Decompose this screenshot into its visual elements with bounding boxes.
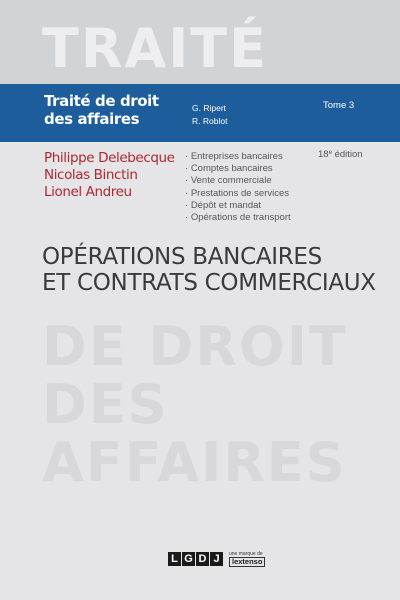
topic-item: · Opérations de transport — [185, 212, 291, 224]
brand-tagline: une marque de — [229, 551, 263, 557]
topic-item: · Prestations de services — [185, 188, 291, 200]
author-name: Philippe Delebecque — [44, 150, 175, 166]
topic-item: · Comptes bancaires — [185, 163, 291, 175]
watermark-de-droit-des-affaires — [42, 315, 348, 494]
publisher-logo — [168, 551, 265, 567]
book-title-line: OPÉRATIONS BANCAIRES — [42, 244, 322, 270]
edition-number: 18 — [318, 149, 329, 160]
brand-name: lextenso — [229, 557, 265, 567]
series-title: Traité de droit des affaires — [44, 92, 159, 128]
edition-suffix: e — [328, 150, 332, 156]
topic-item: · Dépôt et mandat — [185, 200, 291, 212]
topics-list — [185, 151, 291, 224]
book-title-line: ET CONTRATS COMMERCIAUX — [42, 270, 376, 296]
lgdj-logo-letter: L — [168, 552, 181, 566]
edition-label — [318, 149, 363, 160]
top-band — [0, 0, 400, 84]
lextenso-brand — [229, 551, 265, 567]
topic-item: · Entreprises bancaires — [185, 151, 291, 163]
director-name: R. Roblot — [192, 116, 228, 126]
watermark-line: DE DROIT — [42, 315, 348, 378]
author-name: Lionel Andreu — [44, 184, 132, 200]
book-title — [42, 244, 392, 296]
tome-label: Tome 3 — [323, 100, 355, 111]
author-name: Nicolas Binctin — [44, 167, 138, 183]
edition-word: édition — [334, 149, 363, 160]
topic-item: · Vente commerciale — [185, 175, 291, 187]
series-directors — [192, 102, 227, 128]
lgdj-logo-letter: D — [196, 552, 209, 566]
watermark-traite: TRAITÉ — [42, 17, 269, 80]
director-name: G. Ripert — [192, 103, 227, 113]
authors — [44, 150, 175, 201]
watermark-line: AFFAIRES — [42, 431, 347, 494]
lgdj-logo-letter: J — [210, 552, 223, 566]
lgdj-logo-letter: G — [182, 552, 195, 566]
watermark-line: DES — [42, 373, 169, 436]
